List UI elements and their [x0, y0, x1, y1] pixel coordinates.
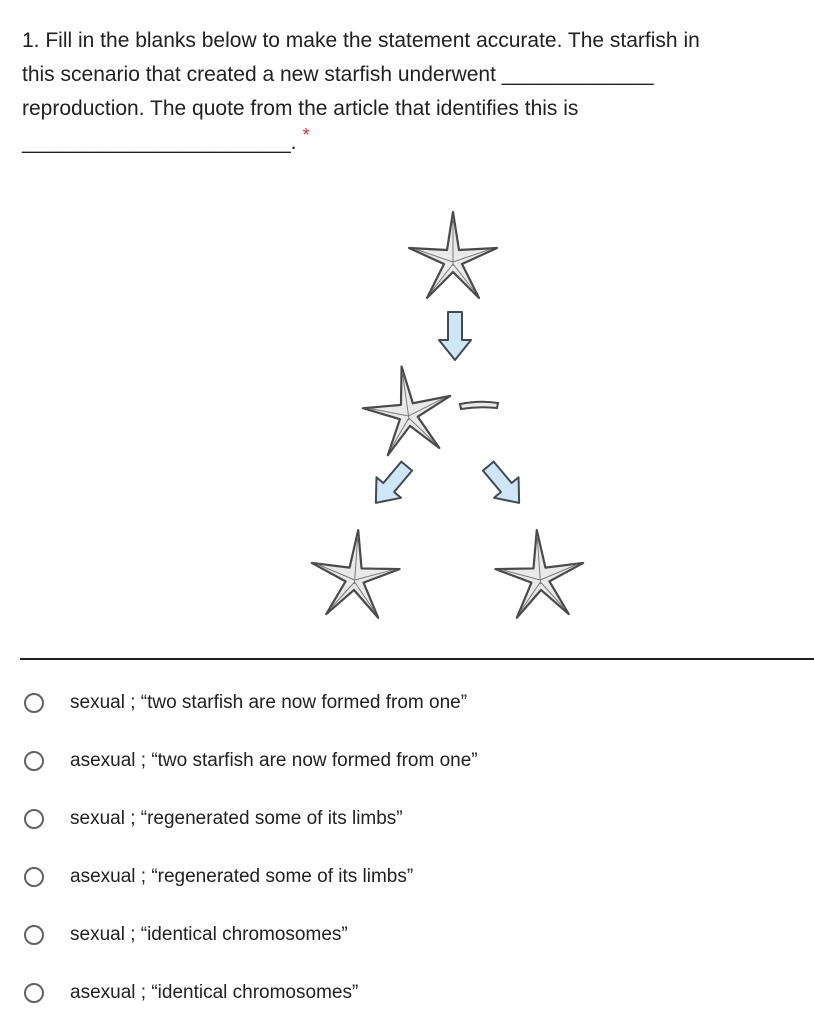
radio-button-icon[interactable]: [24, 809, 44, 829]
down-left-arrow-icon: [364, 456, 419, 513]
question-line-4: [22, 126, 802, 160]
option-label: sexual ; “identical chromosomes”: [70, 924, 348, 945]
question-line-4-text: _______________________.: [22, 131, 297, 154]
radio-button-icon[interactable]: [24, 925, 44, 945]
radio-button-icon[interactable]: [24, 867, 44, 887]
option-3[interactable]: [22, 790, 802, 848]
starfish-icon: [308, 527, 402, 619]
question-line-3: reproduction. The quote from the article that identifies this is: [22, 97, 579, 120]
down-arrow-icon: [439, 312, 471, 360]
option-label: asexual ; “two starfish are now formed from one”: [70, 750, 478, 771]
severed-limb: [460, 402, 498, 409]
starfish-diagram: [290, 198, 620, 638]
radio-button-icon[interactable]: [24, 751, 44, 771]
option-4[interactable]: [22, 848, 802, 906]
starfish-icon: [493, 527, 587, 619]
question-line-1: 1. Fill in the blanks below to make the statement accurate. The starfish in: [22, 29, 700, 52]
option-label: sexual ; “two starfish are now formed from one”: [70, 692, 468, 713]
question-line-2: this scenario that created a new starfish underwent _____________: [22, 63, 654, 86]
starfish-icon: [358, 360, 457, 457]
section-divider: [20, 658, 814, 660]
radio-button-icon[interactable]: [24, 693, 44, 713]
option-label: asexual ; “regenerated some of its limbs”: [70, 866, 414, 887]
option-6[interactable]: [22, 964, 802, 1022]
down-right-arrow-icon: [476, 456, 531, 513]
question-text: [22, 24, 802, 160]
starfish-icon: [409, 212, 497, 298]
option-1[interactable]: [22, 674, 802, 732]
option-2[interactable]: [22, 732, 802, 790]
option-5[interactable]: [22, 906, 802, 964]
answer-options: [22, 674, 802, 1022]
option-label: sexual ; “regenerated some of its limbs”: [70, 808, 403, 829]
required-mark: *: [302, 125, 310, 145]
radio-button-icon[interactable]: [24, 983, 44, 1003]
option-label: asexual ; “identical chromosomes”: [70, 982, 359, 1003]
